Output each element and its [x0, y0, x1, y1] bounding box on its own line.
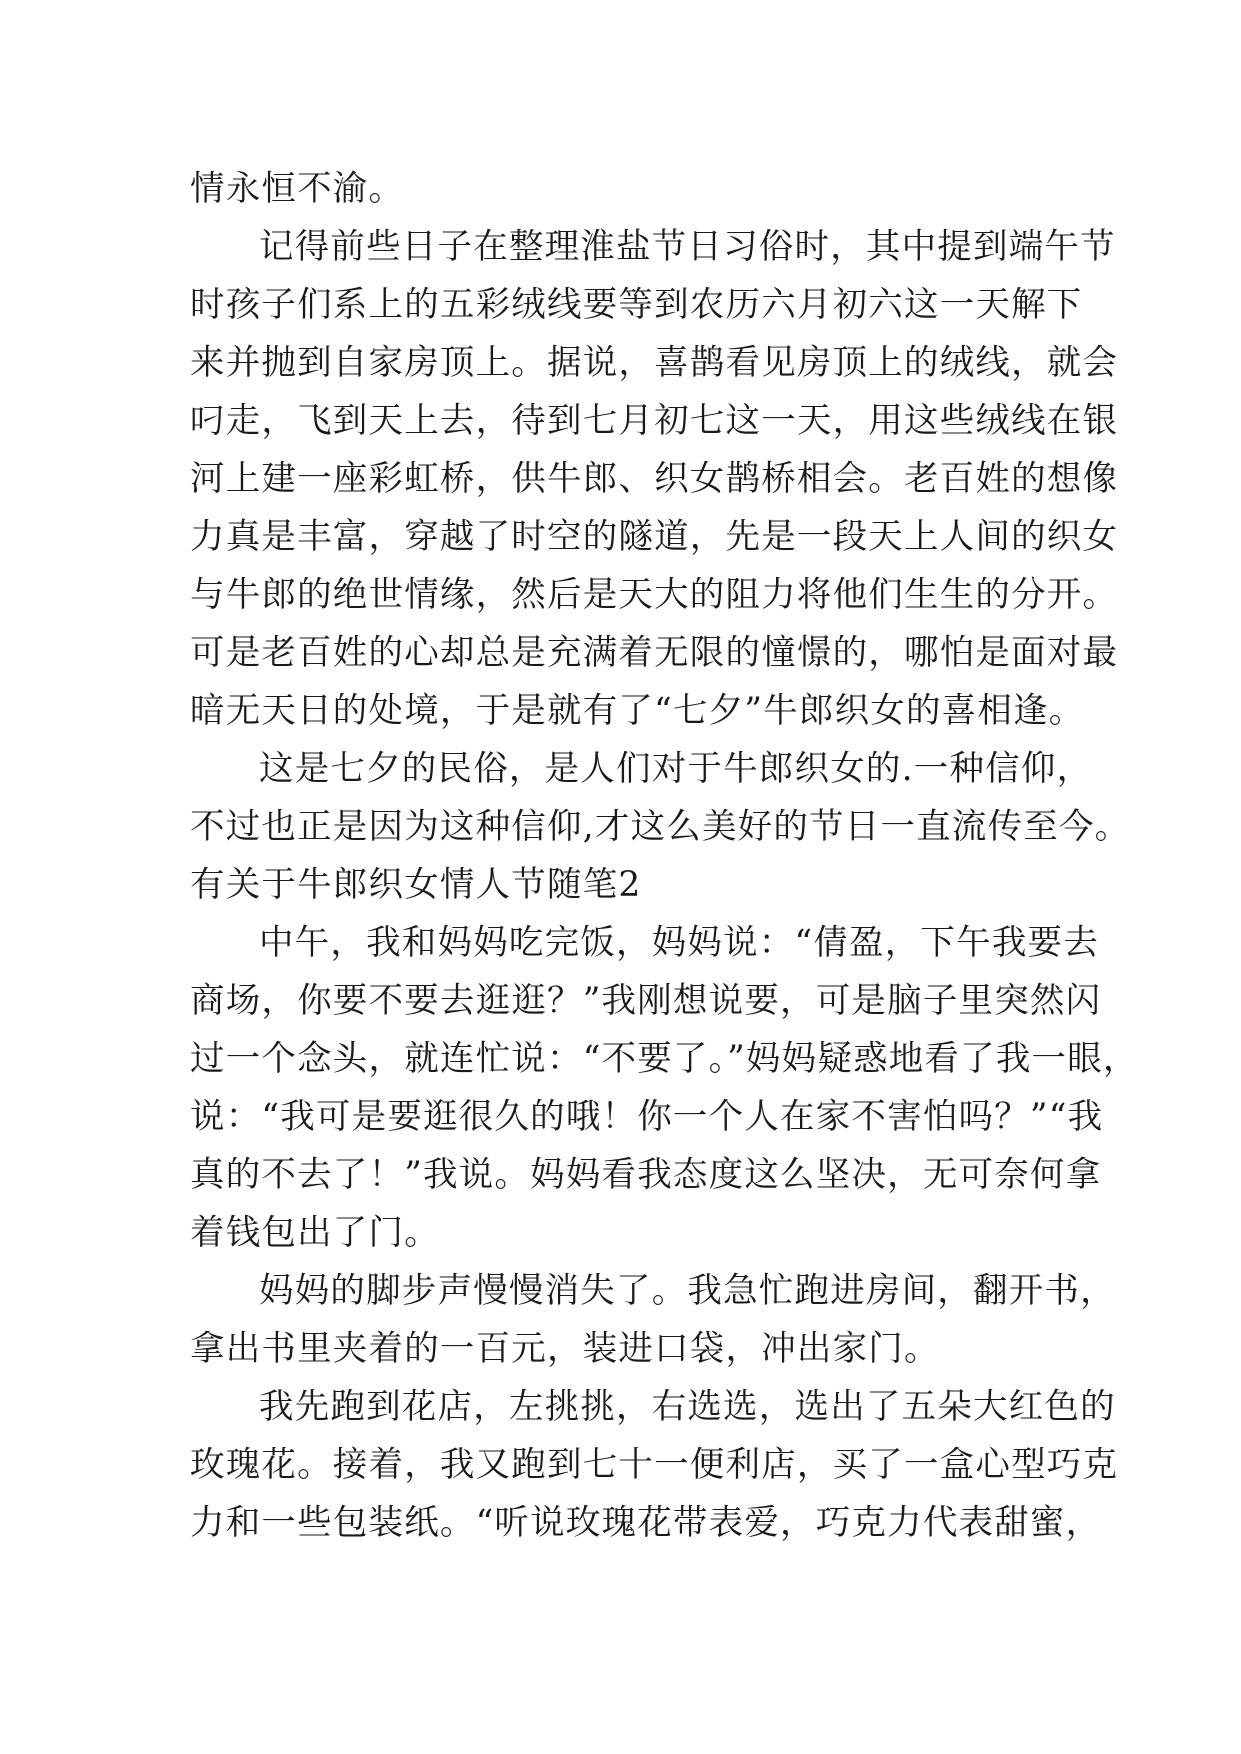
text-line: 与牛郎的绝世情缘，然后是天大的阻力将他们生生的分开。 [190, 575, 1119, 615]
text-line: 力真是丰富，穿越了时空的隧道，先是一段天上人间的织女 [190, 517, 1119, 557]
text-line: 来并抛到自家房顶上。据说，喜鹊看见房顶上的绒线，就会 [190, 343, 1119, 383]
text-line: 力和一些包装纸。“听说玫瑰花带表爱，巧克力代表甜蜜， [190, 1503, 1102, 1543]
text-line: 有关于牛郎织女情人节随笔2 [190, 865, 642, 905]
text-line: 着钱包出了门。 [190, 1213, 440, 1253]
text-line: 过一个念头，就连忙说：“不要了。”妈妈疑惑地看了我一眼， [190, 1039, 1139, 1079]
text-line: 商场，你要不要去逛逛？”我刚想说要，可是脑子里突然闪 [190, 981, 1102, 1021]
text-line: 妈妈的脚步声慢慢消失了。我急忙跑进房间，翻开书， [259, 1271, 1116, 1311]
text-line: 暗无天日的处境，于是就有了“七夕”牛郎织女的喜相逢。 [190, 691, 1085, 731]
text-line: 叼走，飞到天上去，待到七月初七这一天，用这些绒线在银 [190, 401, 1119, 441]
text-line: 这是七夕的民俗，是人们对于牛郎织女的.一种信仰， [259, 749, 1093, 789]
text-line: 说：“我可是要逛很久的哦！你一个人在家不害怕吗？”“我 [190, 1097, 1104, 1137]
text-line: 可是老百姓的心却总是充满着无限的憧憬的，哪怕是面对最 [190, 633, 1119, 673]
text-line: 时孩子们系上的五彩绒线要等到农历六月初六这一天解下 [190, 285, 1083, 325]
text-line: 情永恒不渝。 [190, 169, 405, 209]
document-body [190, 160, 1139, 1552]
text-line: 玫瑰花。接着，我又跑到七十一便利店，买了一盒心型巧克 [190, 1445, 1119, 1485]
text-line: 河上建一座彩虹桥，供牛郎、织女鹊桥相会。老百姓的想像 [190, 459, 1119, 499]
text-line: 记得前些日子在整理淮盐节日习俗时，其中提到端午节 [259, 227, 1116, 267]
text-line: 中午，我和妈妈吃完饭，妈妈说：“倩盈，下午我要去 [259, 923, 1099, 963]
text-line: 我先跑到花店，左挑挑，右选选，选出了五朵大红色的 [259, 1387, 1116, 1427]
text-line: 拿出书里夹着的一百元，装进口袋，冲出家门。 [190, 1329, 940, 1369]
text-line: 不过也正是因为这种信仰,才这么美好的节日一直流传至今。 [190, 807, 1131, 847]
text-line: 真的不去了！”我说。妈妈看我态度这么坚决，无可奈何拿 [190, 1155, 1102, 1195]
